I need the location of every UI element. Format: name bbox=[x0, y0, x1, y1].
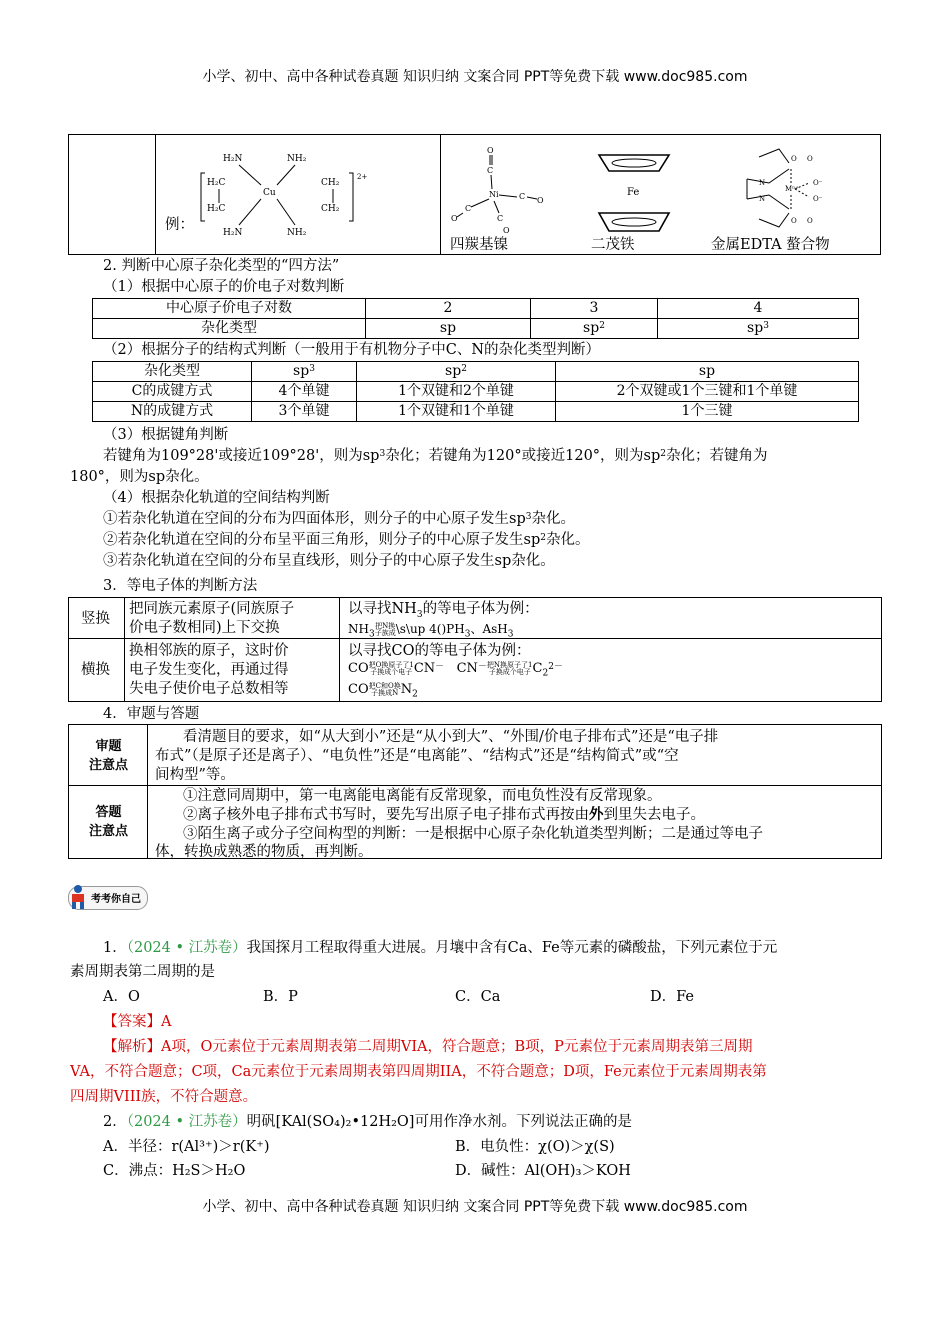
q1-explanation-2: VA，不符合题意；C项，Ca元素位于元素周期表第四周期IIA，不符合题意；D项，Fe元素位于元素周期表第 bbox=[70, 1064, 767, 1080]
q2-option-a: A．半径：r(Al³⁺)＞r(K⁺) bbox=[103, 1139, 270, 1155]
q1-explanation-3: 四周期VIII族，不符合题意。 bbox=[70, 1089, 258, 1105]
cell: 4 bbox=[658, 299, 859, 319]
svg-text:Ni: Ni bbox=[489, 190, 499, 199]
section-4-title: 4．审题与答题 bbox=[103, 706, 200, 722]
tip-label: 审题 注意点 bbox=[89, 739, 129, 773]
row-example-title: 以寻找$NH_3$的等电子体为例： bbox=[348, 601, 539, 620]
cell: 1个三键 bbox=[556, 402, 859, 422]
mol-label-edta: 金属EDTA 螯合物 bbox=[711, 237, 830, 253]
cell: 2 bbox=[366, 299, 531, 319]
svg-text:2+: 2+ bbox=[357, 173, 368, 181]
svg-text:NH₂: NH₂ bbox=[287, 154, 307, 164]
svg-text:N: N bbox=[759, 179, 766, 187]
svg-text:Fe: Fe bbox=[627, 187, 640, 198]
method-4-line-1: ①若杂化轨道在空间的分布为四面体形，则分子的中心原子发生$sp^3$杂化。 bbox=[103, 511, 575, 527]
svg-text:O⁻: O⁻ bbox=[813, 179, 823, 187]
tip-line: ②离子核外电子排布式书写时，要先写出原子电子排布式再按由外到里失去电子。 bbox=[183, 806, 705, 823]
q1-option-c: C．Ca bbox=[455, 989, 501, 1005]
method-4-line-2: ②若杂化轨道在空间的分布呈平面三角形，则分子的中心原子发生$sp^2$杂化。 bbox=[103, 532, 590, 548]
page-footer: 小学、初中、高中各种试卷真题 知识归纳 文案合同 PPT等免费下载 www.doc985.com bbox=[202, 1199, 748, 1215]
svg-text:O: O bbox=[451, 214, 458, 223]
row-example-formula: $NH_3$把N换 子族成\s\up $4()PH_3$、AsH$_3$ bbox=[348, 621, 514, 640]
svg-text:O: O bbox=[807, 217, 813, 225]
exam-tips-table bbox=[68, 724, 882, 859]
complex-examples-table bbox=[68, 134, 881, 255]
svg-text:O: O bbox=[791, 217, 797, 225]
svg-text:N: N bbox=[759, 195, 766, 203]
cell: 1个双键和2个单键 bbox=[357, 382, 556, 402]
svg-text:Mⁿ⁺: Mⁿ⁺ bbox=[785, 185, 799, 193]
row-desc: 把同族元素原子(同族原子 bbox=[129, 601, 295, 617]
svg-text:H₂N: H₂N bbox=[223, 154, 243, 164]
cell: $sp^2$ bbox=[357, 362, 556, 382]
svg-text:C: C bbox=[487, 166, 494, 175]
method-3-title: （3）根据键角判断 bbox=[103, 427, 229, 443]
tip-line: ①注意同周期中，第一电离能电离能有反常现象，而电负性没有反常现象。 bbox=[183, 788, 662, 804]
method-1-title: （1）根据中心原子的价电子对数判断 bbox=[103, 279, 345, 295]
row-desc: 失电子使价电子总数相等 bbox=[129, 681, 289, 697]
row-label-vertical: 竖换 bbox=[81, 611, 110, 627]
svg-text:H₂C: H₂C bbox=[207, 178, 226, 188]
cell: 3 bbox=[531, 299, 658, 319]
method-4-line-3: ③若杂化轨道在空间的分布呈直线形，则分子的中心原子发生sp杂化。 bbox=[103, 553, 555, 569]
q1-answer: 【答案】A bbox=[103, 1014, 172, 1030]
cell: 3个单键 bbox=[252, 402, 357, 422]
cell: 2个双键或1个三键和1个单键 bbox=[556, 382, 859, 402]
cell: 杂化类型 bbox=[93, 319, 366, 339]
q2-option-b: B．电负性：χ(O)＞χ(S) bbox=[455, 1139, 615, 1155]
section-2-title: 2. 判断中心原子杂化类型的“四方法” bbox=[103, 258, 340, 274]
mol-label-nickel: 四羰基镍 bbox=[450, 237, 508, 253]
svg-text:O: O bbox=[791, 155, 797, 163]
row-desc: 换相邻族的原子，这时价 bbox=[129, 643, 289, 659]
q2-option-d: D．碱性：Al(OH)₃＞KOH bbox=[455, 1163, 631, 1179]
cell: 4个单键 bbox=[252, 382, 357, 402]
structural-formula-table bbox=[92, 361, 859, 422]
cell: $sp^2$ bbox=[531, 319, 658, 339]
cell: 杂化类型 bbox=[93, 362, 252, 382]
cell: 1个双键和1个单键 bbox=[357, 402, 556, 422]
method-3-text: 若键角为109°28'或接近109°28'，则为$sp^3$杂化；若键角为120°或接近120°，则为$sp^2$杂化；若键角为 bbox=[103, 448, 768, 464]
svg-text:H₂C: H₂C bbox=[207, 204, 226, 214]
edta-chelate-structure bbox=[729, 139, 829, 235]
q1-explanation: 【解析】A项，O元素位于元素周期表第二周期VIA，符合题意；B项，P元素位于元素周期表第三周期 bbox=[103, 1039, 753, 1055]
svg-text:NH₂: NH₂ bbox=[287, 228, 307, 238]
cell: 中心原子价电子对数 bbox=[93, 299, 366, 319]
valence-pair-table bbox=[92, 298, 859, 339]
row-example-title: 以寻找CO的等电子体为例： bbox=[348, 643, 531, 659]
tip-line: 间构型”等。 bbox=[155, 767, 235, 783]
tip-line: 布式”（是原子还是离子）、“电负性”还是“电离能”、“结构式”还是“结构简式”或“空 bbox=[155, 748, 679, 764]
cell: $sp^3$ bbox=[658, 319, 859, 339]
student-icon bbox=[67, 883, 89, 911]
mol-label-ferrocene: 二茂铁 bbox=[591, 237, 635, 253]
copper-ethylenediamine-complex bbox=[199, 145, 379, 245]
practice-badge: 考考你自己 bbox=[68, 886, 148, 910]
svg-text:CH₂: CH₂ bbox=[321, 178, 340, 188]
method-4-title: （4）根据杂化轨道的空间结构判断 bbox=[103, 490, 330, 506]
row-desc: 电子发生变化，再通过得 bbox=[129, 662, 289, 678]
tip-line: 看清题目的要求，如“从大到小”还是“从小到大”、“外围/价电子排布式”还是“电子排 bbox=[183, 729, 719, 745]
q1-stem-2: 素周期表第二周期的是 bbox=[70, 964, 215, 980]
tip-label: 答题 注意点 bbox=[89, 805, 129, 839]
q1-stem: 1．（2024 • 江苏卷）我国探月工程取得重大进展。月壤中含有Ca、Fe等元素的磷酸盐，下列元素位于元 bbox=[103, 940, 778, 956]
cell: $sp^3$ bbox=[252, 362, 357, 382]
row-label-horizontal: 横换 bbox=[81, 662, 110, 678]
svg-text:O: O bbox=[503, 226, 510, 235]
cell: C的成键方式 bbox=[93, 382, 252, 402]
section-3-title: 3．等电子体的判断方法 bbox=[103, 578, 258, 594]
method-2-title: （2）根据分子的结构式判断（一般用于有机物分子中C、N的杂化类型判断） bbox=[103, 342, 601, 358]
cell: sp bbox=[366, 319, 531, 339]
svg-text:CH₂: CH₂ bbox=[321, 204, 340, 214]
q1-option-d: D．Fe bbox=[650, 989, 694, 1005]
svg-text:O⁻: O⁻ bbox=[813, 195, 823, 203]
cell: sp bbox=[556, 362, 859, 382]
row-example-formula: CO把C和O换 子换成N $N_2$ bbox=[348, 681, 418, 700]
example-label: 例： bbox=[165, 217, 194, 233]
method-3-text-2: 180°，则为sp杂化。 bbox=[70, 469, 209, 485]
q2-stem: 2．（2024 • 江苏卷）明矾[KAl(SO₄)₂•12H₂O]可用作净水剂。下列说法正确的是 bbox=[103, 1114, 632, 1130]
svg-text:H₂N: H₂N bbox=[223, 228, 243, 238]
isoelectronic-table bbox=[68, 597, 882, 702]
q2-option-c: C．沸点：H₂S＞H₂O bbox=[103, 1163, 246, 1179]
nickel-tetracarbonyl-structure bbox=[449, 143, 549, 235]
svg-text:C: C bbox=[519, 192, 526, 201]
tip-line: ③陌生离子或分子空间构型的判断：一是根据中心原子杂化轨道类型判断；二是通过等电子 bbox=[183, 826, 763, 842]
tip-line: 体，转换成熟悉的物质，再判断。 bbox=[155, 844, 373, 860]
ferrocene-structure bbox=[589, 141, 679, 233]
page-header: 小学、初中、高中各种试卷真题 知识归纳 文案合同 PPT等免费下载 www.doc985.com bbox=[202, 69, 748, 85]
q1-option-a: A．O bbox=[103, 989, 140, 1005]
svg-text:Cu: Cu bbox=[263, 188, 276, 198]
svg-text:O: O bbox=[807, 155, 813, 163]
svg-text:C: C bbox=[497, 214, 504, 223]
svg-text:O: O bbox=[537, 196, 544, 205]
cell: N的成键方式 bbox=[93, 402, 252, 422]
row-desc: 价电子数相同)上下交换 bbox=[129, 620, 280, 636]
q1-option-b: B．P bbox=[263, 989, 298, 1005]
svg-text:C: C bbox=[465, 204, 472, 213]
row-example-formula: CO把O换原子了1 子换成个电子 CN－ CN－把N换原子了1 子换成个电子 $C_2^{2-}$ bbox=[348, 660, 563, 679]
svg-text:O: O bbox=[487, 146, 494, 155]
